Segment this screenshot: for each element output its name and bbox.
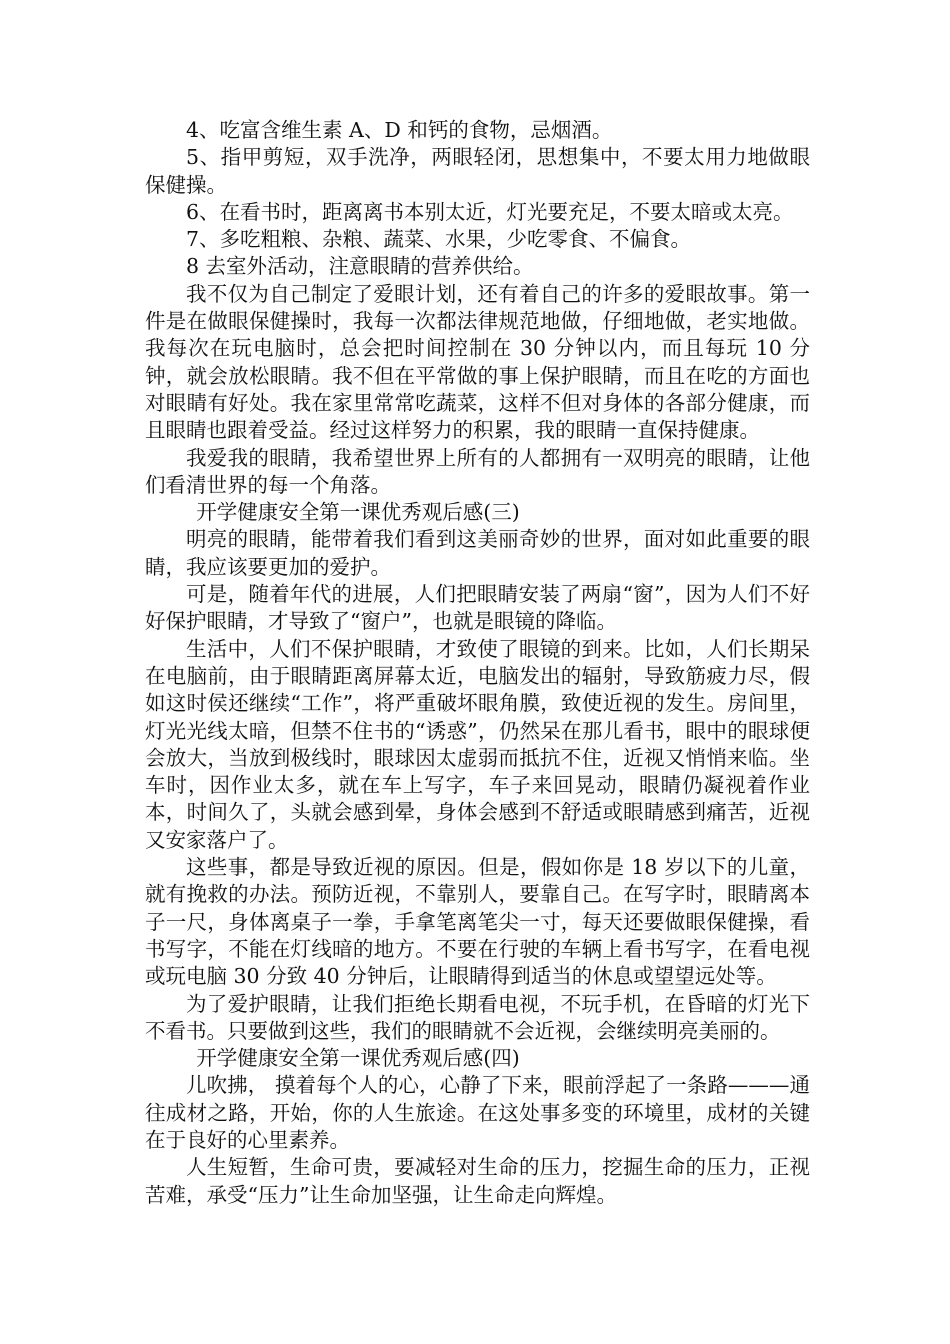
paragraph-3-3: 生活中，人们不保护眼睛，才致使了眼镜的到来。比如，人们长期呆在电脑前，由于眼睛距离屏幕太近，电脑发出的辐射，导致筋疲力尽，假如这时侯还继续“工作”，将严重破坏眼角膜，致使近视的发生。房间里，灯光光线太暗，但禁不住书的“诱惑”，仍然呆在那儿看书，眼中的眼球便会放大，当放到极线时，眼球因太虚弱而抵抗不住，近视又悄悄来临。坐车时，因作业太多，就在车上写字，车子来回晃动，眼睛仍凝视着作业本，时间久了，头就会感到晕，身体会感到不舒适或眼睛感到痛苦，近视又安家落户了。 [145,636,810,852]
paragraph-eye-story: 我不仅为自己制定了爱眼计划，还有着自己的许多的爱眼故事。第一件是在做眼保健操时，我每一次都法律规范地做，仔细地做，老实地做。我每次在玩电脑时，总会把时间控制在 30 分钟以内，而且每玩 10 分钟，就会放松眼睛。我不但在平常做的事上保护眼睛，而且在吃的方面也对眼睛有好处。我在家里常常吃蔬菜，这样不但对身体的各部分健康，而且眼睛也跟着受益。经过这样努力的积累，我的眼睛一直保持健康。 [145,281,810,443]
paragraph-tip-4: 4、吃富含维生素 A、D 和钙的食物，忌烟酒。 [186,118,613,142]
section-heading-4: 开学健康安全第一课优秀观后感(四) [196,1046,520,1071]
section-heading-3: 开学健康安全第一课优秀观后感(三) [196,500,520,525]
paragraph-3-1: 明亮的眼睛，能带着我们看到这美丽奇妙的世界，面对如此重要的眼睛，我应该要更加的爱护。 [145,527,810,579]
paragraph-3-5: 为了爱护眼睛，让我们拒绝长期看电视，不玩手机，在昏暗的灯光下不看书。只要做到这些，我们的眼睛就不会近视，会继续明亮美丽的。 [145,991,810,1043]
paragraph-tip-7: 7、多吃粗粮、杂粮、蔬菜、水果，少吃零食、不偏食。 [186,227,692,252]
document-page [145,117,810,1209]
paragraph-3-4: 这些事，都是导致近视的原因。但是，假如你是 18 岁以下的儿童，就有挽救的办法。预防近视，不靠别人，要靠自己。在写字时，眼睛离本子一尺，身体离桌子一拳，手拿笔离笔尖一寸，每天还要做眼保健操，看书写字，不能在灯线暗的地方。不要在行驶的车辆上看书写字，在看电视或玩电脑 30 分致 40 分钟后，让眼睛得到适当的休息或望望远处等。 [145,855,810,989]
paragraph-4-1: 儿吹拂， 摸着每个人的心，心静了下来，眼前浮起了一条路———通往成材之路，开始，你的人生旅途。在这处事多变的环境里，成材的关键在于良好的心里素养。 [145,1073,810,1152]
paragraph-wish: 我爱我的眼睛，我希望世界上所有的人都拥有一双明亮的眼睛，让他们看清世界的每一个角落。 [145,445,810,497]
paragraph-tip-8: 8 去室外活动，注意眼睛的营养供给。 [186,254,534,279]
paragraph-tip-6: 6、在看书时，距离离书本别太近，灯光要充足，不要太暗或太亮。 [186,199,794,224]
paragraph-tip-5: 5、指甲剪短，双手洗净，两眼轻闭，思想集中，不要太用力地做眼保健操。 [145,145,810,197]
paragraph-3-2: 可是，随着年代的进展，人们把眼睛安装了两扇“窗”，因为人们不好好保护眼睛，才导致了“窗户”，也就是眼镜的降临。 [145,582,810,634]
paragraph-4-2: 人生短暂，生命可贵，要减轻对生命的压力，挖掘生命的压力，正视苦难，承受“压力”让生命加坚强，让生命走向辉煌。 [145,1155,810,1207]
